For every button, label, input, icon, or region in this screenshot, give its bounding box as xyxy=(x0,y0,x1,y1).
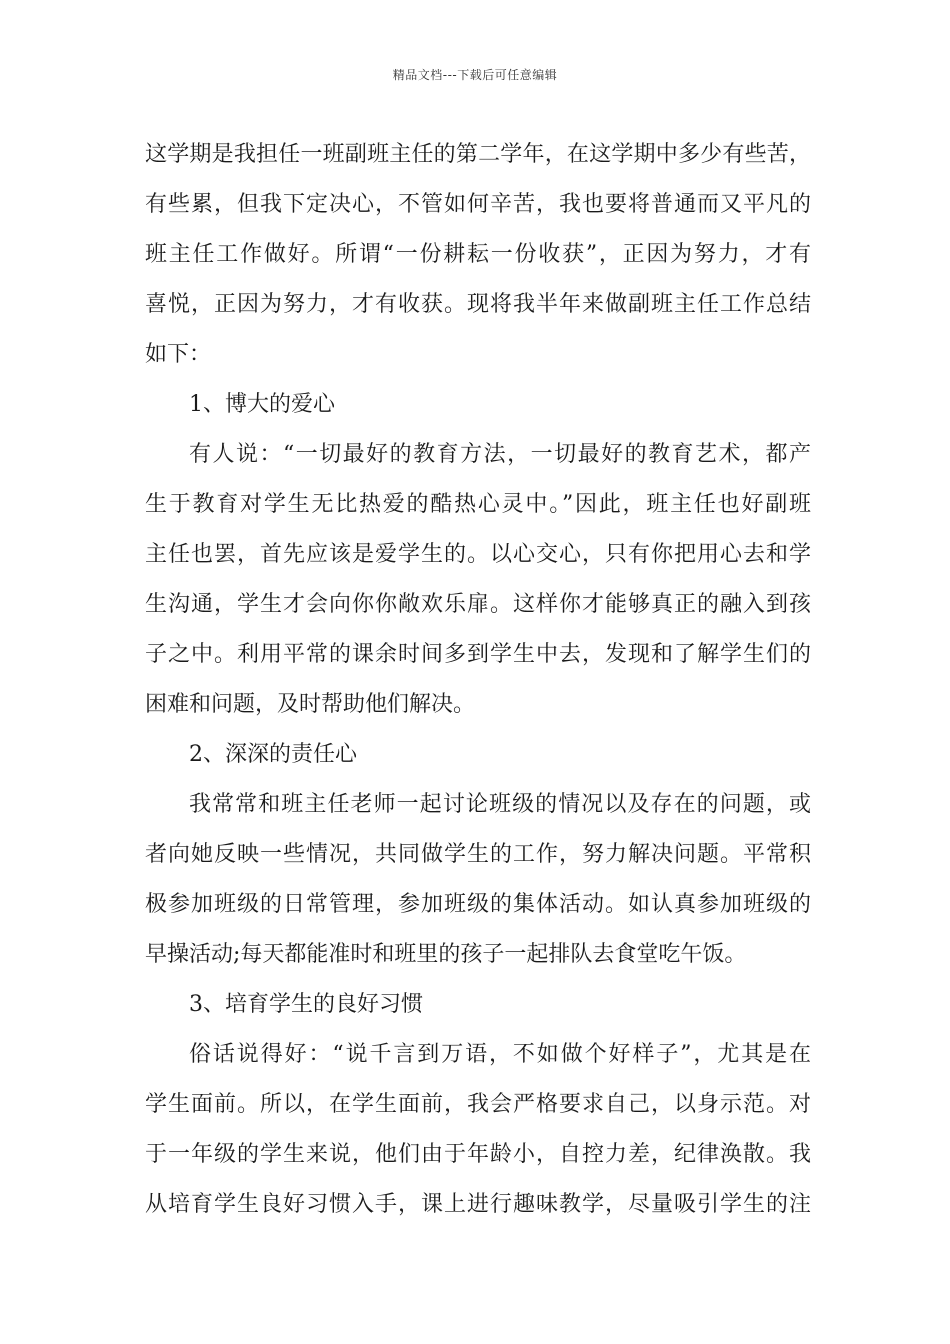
text-line: 早操活动;每天都能准时和班里的孩子一起排队去食堂吃午饭。 xyxy=(145,942,747,967)
text-line: 从培育学生良好习惯入手，课上进行趣味教学，尽量吸引学生的注 xyxy=(145,1192,811,1217)
page-header: 精品文档---下载后可任意编辑 xyxy=(392,68,558,82)
text-line: 喜悦，正因为努力，才有收获。现将我半年来做副班主任工作总结 xyxy=(145,292,811,317)
text-line: 1、博大的爱心 xyxy=(189,392,335,417)
text-line: 者向她反映一些情况，共同做学生的工作，努力解决问题。平常积 xyxy=(145,842,811,867)
document-body xyxy=(145,130,811,1230)
text-line: 有人说：“一切最好的教育方法，一切最好的教育艺术，都产 xyxy=(189,442,811,467)
text-line: 这学期是我担任一班副班主任的第二学年，在这学期中多少有些苦， xyxy=(145,142,811,167)
text-line: 子之中。利用平常的课余时间多到学生中去，发现和了解学生们的 xyxy=(145,642,811,667)
text-line: 极参加班级的日常管理，参加班级的集体活动。如认真参加班级的 xyxy=(145,892,811,917)
text-line: 我常常和班主任老师一起讨论班级的情况以及存在的问题，或 xyxy=(189,792,811,817)
text-line: 主任也罢，首先应该是爱学生的。以心交心，只有你把用心去和学 xyxy=(145,542,811,567)
text-line: 困难和问题，及时帮助他们解决。 xyxy=(145,692,476,717)
text-line: 2、深深的责任心 xyxy=(189,742,357,767)
text-line: 生于教育对学生无比热爱的酷热心灵中。”因此，班主任也好副班 xyxy=(145,492,811,517)
text-line: 如下： xyxy=(145,342,212,367)
text-line: 班主任工作做好。所谓“一份耕耘一份收获”，正因为努力，才有 xyxy=(145,242,811,267)
text-line: 生沟通，学生才会向你你敞欢乐扉。这样你才能够真正的融入到孩 xyxy=(145,592,811,617)
text-line: 有些累，但我下定决心，不管如何辛苦，我也要将普通而又平凡的 xyxy=(145,192,811,217)
text-line: 于一年级的学生来说，他们由于年龄小，自控力差，纪律涣散。我 xyxy=(145,1142,811,1167)
text-line: 俗话说得好：“说千言到万语，不如做个好样子”，尤其是在 xyxy=(189,1042,811,1067)
text-line: 3、培育学生的良好习惯 xyxy=(189,992,423,1017)
text-line: 学生面前。所以，在学生面前，我会严格要求自己，以身示范。对 xyxy=(145,1092,811,1117)
